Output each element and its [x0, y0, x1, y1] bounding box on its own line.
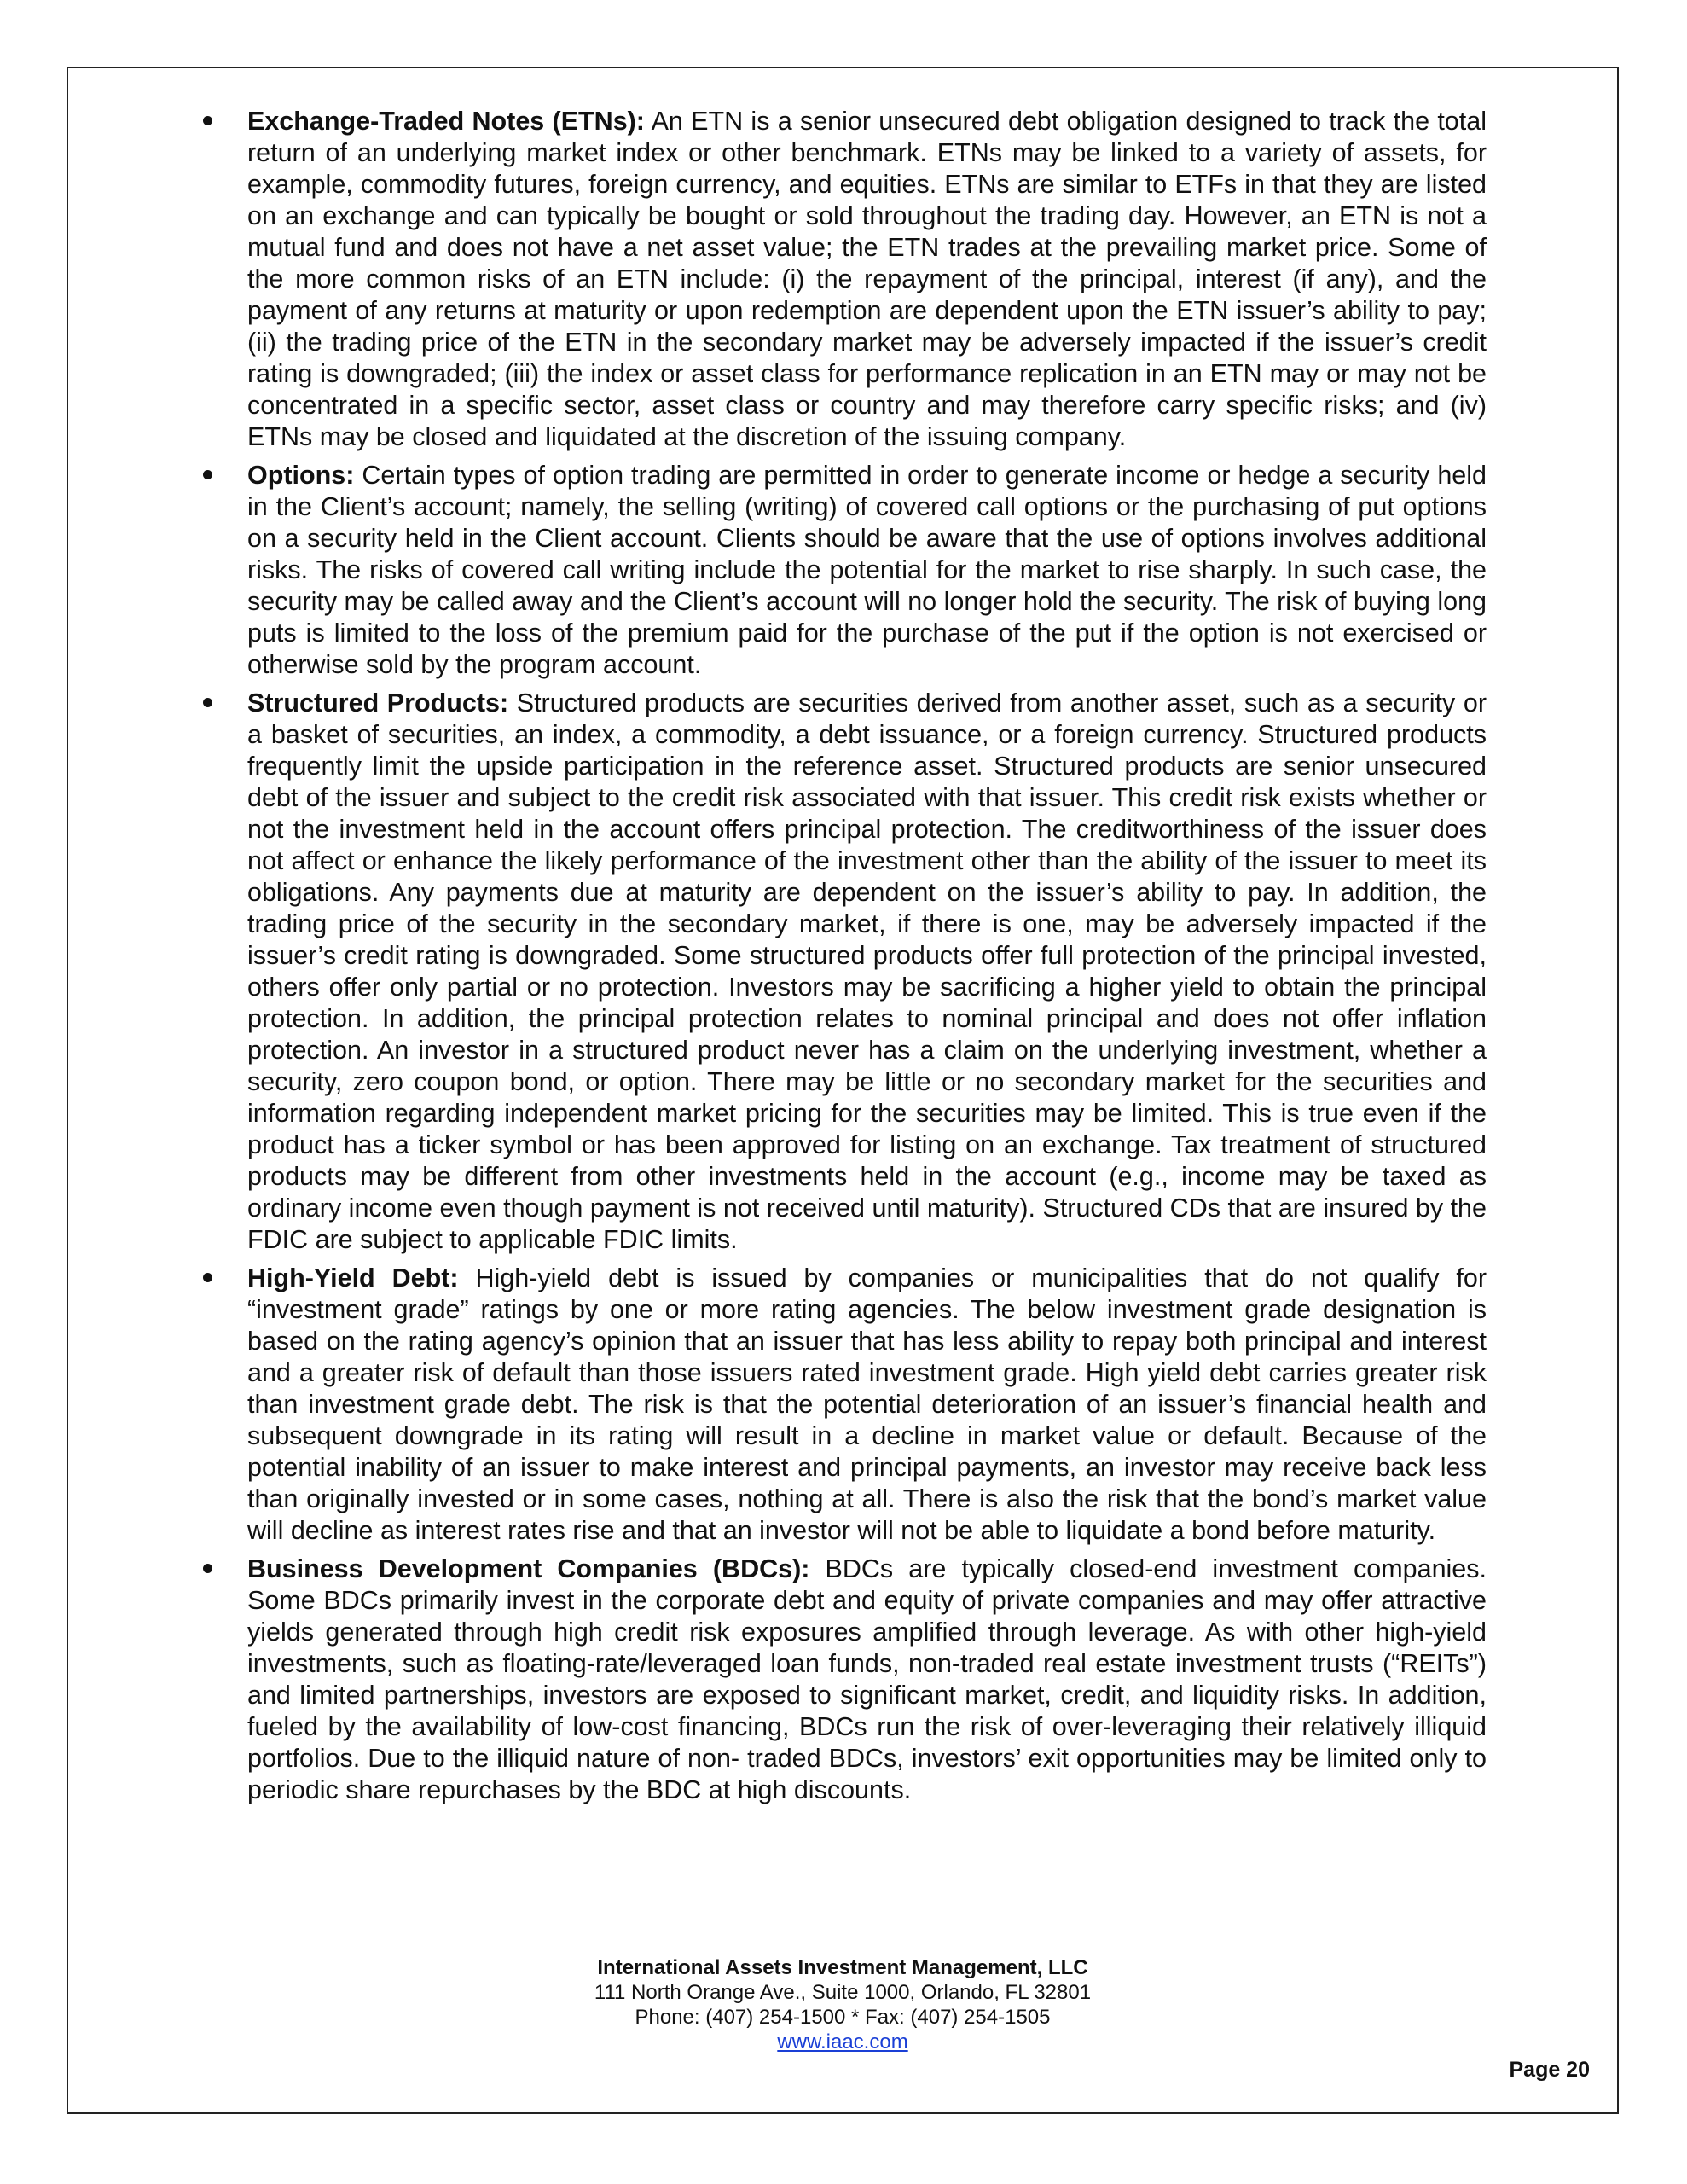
footer-company: International Assets Investment Management, LLC [597, 1956, 1088, 1979]
bullet-icon [203, 1564, 212, 1573]
item-term: Business Development Companies (BDCs): [247, 1554, 810, 1583]
item-text: An ETN is a senior unsecured debt obligation designed to track the total return of an underlying market index or other benchmark. ETNs may be linked to a variety of assets, for example, commodity futures, foreign currency, and equities. ETNs are similar to ETFs in that they are listed on an exchange and can typically be bought or sold throughout the trading day. However, an ETN is not a mutual fund and does not have a net asset value; the ETN trades at the prevailing market price. Some of the more common risks of an ETN include: (i) the repayment of the principal, interest (if any), and the payment of any returns at maturity or upon redemption are dependent upon the ETN issuer’s ability to pay; (ii) the trading price of the ETN in the secondary market may be adversely impacted if the issuer’s credit rating is downgraded; (iii) the index or asset class for performance replication in an ETN may or may not be concentrated in a specific sector, asset class or country and may therefore carry specific risks; and (iv) ETNs may be closed and liquidated at the discretion of the issuing company. [247, 107, 1487, 451]
footer-address: 111 North Orange Ave., Suite 1000, Orlando, FL 32801 [594, 1981, 1092, 2004]
bullet-icon [203, 116, 212, 125]
list-item-structured-products [247, 688, 1487, 1256]
list-item-options [247, 460, 1487, 681]
list-item-high-yield-debt [247, 1263, 1487, 1547]
page-footer [67, 1955, 1619, 2054]
bullet-icon [203, 470, 212, 479]
bullet-icon [203, 1273, 212, 1282]
item-term: High-Yield Debt: [247, 1263, 459, 1292]
page-number: Page 20 [1509, 2058, 1590, 2082]
list-item-bdcs [247, 1554, 1487, 1806]
footer-phone-fax: Phone: (407) 254-1500 * Fax: (407) 254-1505 [635, 2006, 1051, 2029]
item-text: Certain types of option trading are permitted in order to generate income or hedge a security held in the Client’s account; namely, the selling (writing) of covered call options or the purchasing of put options on a security held in the Client account. Clients should be aware that the use of options involves additional risks. The risks of covered call writing include the potential for the market to rise sharply. In such case, the security may be called away and the Client’s account will no longer hold the security. The risk of buying long puts is limited to the loss of the premium paid for the purchase of the put if the option is not exercised or otherwise sold by the program account. [247, 461, 1487, 679]
item-term: Structured Products: [247, 688, 509, 717]
risk-disclosure-list [247, 106, 1487, 1813]
item-term: Exchange-Traded Notes (ETNs): [247, 107, 645, 136]
item-text: Structured products are securities derived from another asset, such as a security or a basket of securities, an index, a commodity, a debt issuance, or a foreign currency. Structured products frequently limit the upside participation in the reference asset. Structured products are senior unsecured debt of the issuer and subject to the credit risk associated with that issuer. This credit risk exists whether or not the investment held in the account offers principal protection. The creditworthiness of the issuer does not affect or enhance the likely performance of the investment other than the ability of the issuer to meet its obligations. Any payments due at maturity are dependent on the issuer’s ability to pay. In addition, the trading price of the security in the secondary market, if there is one, may be adversely impacted if the issuer’s credit rating is downgraded. Some structured products offer full protection of the principal invested, others offer only partial or no protection. Investors may be sacrificing a higher yield to obtain the principal protection. In addition, the principal protection relates to nominal principal and does not offer inflation protection. An investor in a structured product never has a claim on the underlying investment, whether a security, zero coupon bond, or option. There may be little or no secondary market for the securities and information regarding independent market pricing for the securities may be limited. This is true even if the product has a ticker symbol or has been approved for listing on an exchange. Tax treatment of structured products may be different from other investments held in the account (e.g., income may be taxed as ordinary income even though payment is not received until maturity). Structured CDs that are insured by the FDIC are subject to applicable FDIC limits. [247, 688, 1487, 1254]
bullet-icon [203, 698, 212, 707]
item-text: BDCs are typically closed-end investment companies. Some BDCs primarily invest in the corporate debt and equity of private companies and may offer attractive yields generated through high credit risk exposures amplified through leverage. As with other high-yield investments, such as floating-rate/leveraged loan funds, non-traded real estate investment trusts (“REITs”) and limited partnerships, investors are exposed to significant market, credit, and liquidity risks. In addition, fueled by the availability of low-cost financing, BDCs run the risk of over-leveraging their relatively illiquid portfolios. Due to the illiquid nature of non- traded BDCs, investors’ exit opportunities may be limited only to periodic share repurchases by the BDC at high discounts. [247, 1554, 1487, 1804]
list-item-etns [247, 106, 1487, 453]
item-text: High-yield debt is issued by companies or municipalities that do not qualify for “investment grade” ratings by one or more rating agencies. The below investment grade designation is based on the rating agency’s opinion that an issuer that has less ability to repay both principal and interest and a greater risk of default than those issuers rated investment grade. High yield debt carries greater risk than investment grade debt. The risk is that the potential deterioration of an issuer’s financial health and subsequent downgrade in its rating will result in a decline in market value or default. Because of the potential inability of an issuer to make interest and principal payments, an investor may receive back less than originally invested or in some cases, nothing at all. There is also the risk that the bond’s market value will decline as interest rates rise and that an investor will not be able to liquidate a bond before maturity. [247, 1263, 1487, 1545]
item-term: Options: [247, 461, 355, 490]
footer-website-link[interactable]: www.iaac.com [777, 2030, 908, 2053]
